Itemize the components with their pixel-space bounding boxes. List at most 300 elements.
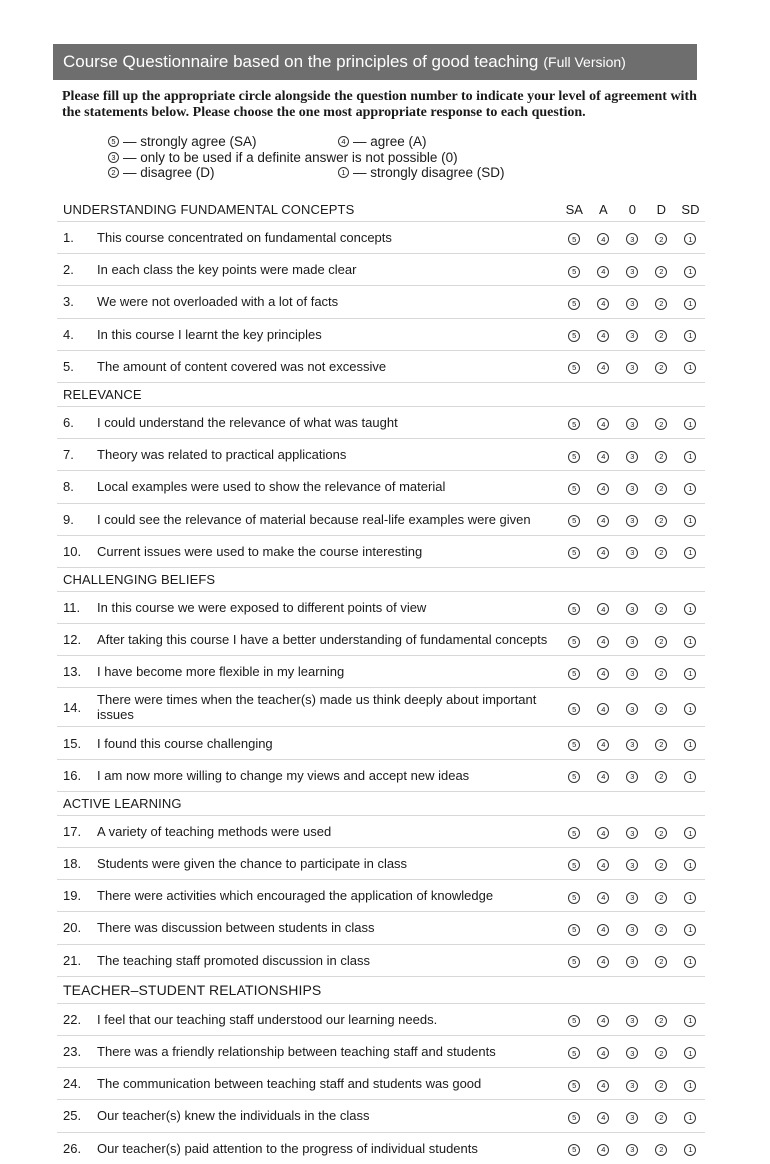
- rating-circle-1[interactable]: 1: [684, 298, 696, 310]
- rating-circle-5[interactable]: 5: [568, 266, 580, 278]
- rating-circle-1[interactable]: 1: [684, 515, 696, 527]
- column-header: SA: [565, 202, 583, 217]
- rating-circle-3[interactable]: 3: [626, 266, 638, 278]
- rating-cell: [589, 222, 618, 254]
- rating-circle-4[interactable]: 4: [597, 739, 609, 751]
- rating-circle-5[interactable]: 5: [568, 703, 580, 715]
- rating-circle-1[interactable]: 1: [684, 703, 696, 715]
- question-text: Current issues were used to make the course interesting: [97, 535, 560, 567]
- question-number: 24.: [57, 1068, 97, 1100]
- rating-circle-5[interactable]: 5: [568, 330, 580, 342]
- question-number: 26.: [57, 1132, 97, 1164]
- rating-cell: [618, 503, 647, 535]
- rating-circle-1[interactable]: 1: [684, 330, 696, 342]
- rating-circle-3[interactable]: 3: [626, 1080, 638, 1092]
- question-text: I have become more flexible in my learning: [97, 656, 560, 688]
- rating-circle-2[interactable]: 2: [655, 1015, 667, 1027]
- rating-cell: [676, 503, 705, 535]
- rating-circle-2[interactable]: 2: [655, 668, 667, 680]
- rating-cell: [676, 286, 705, 318]
- rating-circle-4[interactable]: 4: [597, 1144, 609, 1156]
- rating-cell: [676, 1035, 705, 1067]
- question-row: [57, 1132, 705, 1164]
- rating-circle-2[interactable]: 2: [655, 739, 667, 751]
- rating-circle-5[interactable]: 5: [568, 483, 580, 495]
- column-header: [589, 791, 618, 815]
- question-text: A variety of teaching methods were used: [97, 815, 560, 847]
- section-title: CHALLENGING BELIEFS: [57, 567, 560, 591]
- rating-circle-3[interactable]: 3: [626, 636, 638, 648]
- rating-cell: [560, 848, 589, 880]
- question-row: [57, 944, 705, 976]
- rating-cell: [676, 727, 705, 759]
- question-number: 7.: [57, 439, 97, 471]
- rating-circle-4[interactable]: 4: [597, 703, 609, 715]
- rating-circle-1[interactable]: 1: [684, 739, 696, 751]
- rating-circle-1[interactable]: 1: [684, 956, 696, 968]
- question-text: Students were given the chance to participate in class: [97, 848, 560, 880]
- rating-circle-1[interactable]: 1: [684, 771, 696, 783]
- question-row: [57, 1068, 705, 1100]
- legend-sa: — strongly agree (SA): [123, 134, 257, 149]
- rating-circle-3[interactable]: 3: [626, 515, 638, 527]
- column-header: A: [598, 202, 608, 217]
- rating-circle-1[interactable]: 1: [684, 827, 696, 839]
- rating-cell: [589, 1068, 618, 1100]
- rating-circle-5[interactable]: 5: [568, 1080, 580, 1092]
- rating-circle-4[interactable]: 4: [597, 827, 609, 839]
- question-number: 10.: [57, 535, 97, 567]
- legend-d: — disagree (D): [123, 165, 215, 180]
- question-text: I could see the relevance of material because real-life examples were given: [97, 503, 560, 535]
- question-number: 3.: [57, 286, 97, 318]
- rating-circle-5[interactable]: 5: [568, 892, 580, 904]
- column-header: [618, 567, 647, 591]
- question-number: 9.: [57, 503, 97, 535]
- rating-circle-1[interactable]: 1: [684, 636, 696, 648]
- rating-cell: [589, 406, 618, 438]
- rating-cell: [560, 591, 589, 623]
- rating-circle-3[interactable]: 3: [626, 603, 638, 615]
- section-header: [57, 382, 705, 406]
- rating-circle-1[interactable]: 1: [684, 668, 696, 680]
- rating-circle-1[interactable]: 1: [684, 892, 696, 904]
- question-text: This course concentrated on fundamental concepts: [97, 222, 560, 254]
- rating-circle-3[interactable]: 3: [626, 451, 638, 463]
- rating-circle-3[interactable]: 3: [626, 703, 638, 715]
- rating-circle-1[interactable]: 1: [684, 924, 696, 936]
- rating-circle-2[interactable]: 2: [655, 1047, 667, 1059]
- rating-circle-2[interactable]: 2: [655, 233, 667, 245]
- rating-circle-2[interactable]: 2: [655, 703, 667, 715]
- rating-circle-1[interactable]: 1: [684, 266, 696, 278]
- rating-circle-2[interactable]: 2: [655, 1144, 667, 1156]
- form-title-sub: (Full Version): [543, 54, 626, 70]
- rating-circle-1[interactable]: 1: [684, 547, 696, 559]
- rating-cell: [589, 759, 618, 791]
- rating-cell: [560, 286, 589, 318]
- rating-circle-4[interactable]: 4: [597, 668, 609, 680]
- rating-cell: [618, 656, 647, 688]
- rating-cell: [589, 944, 618, 976]
- rating-cell: [589, 286, 618, 318]
- rating-circle-4[interactable]: 4: [597, 892, 609, 904]
- column-header: [589, 976, 618, 1003]
- question-row: [57, 815, 705, 847]
- rating-circle-2[interactable]: 2: [655, 483, 667, 495]
- column-header: [676, 567, 705, 591]
- rating-circle-4[interactable]: 4: [597, 515, 609, 527]
- rating-cell: [618, 1003, 647, 1035]
- rating-cell: [560, 880, 589, 912]
- rating-circle-3[interactable]: 3: [626, 483, 638, 495]
- question-number: 8.: [57, 471, 97, 503]
- rating-circle-1[interactable]: 1: [684, 603, 696, 615]
- question-text: I am now more willing to change my views and accept new ideas: [97, 759, 560, 791]
- rating-circle-3[interactable]: 3: [626, 859, 638, 871]
- rating-circle-1[interactable]: 1: [684, 451, 696, 463]
- rating-cell: [589, 318, 618, 350]
- rating-circle-4[interactable]: 4: [597, 266, 609, 278]
- rating-cell: [647, 944, 676, 976]
- rating-circle-2[interactable]: 2: [655, 956, 667, 968]
- rating-circle-1[interactable]: 1: [684, 362, 696, 374]
- question-number: 17.: [57, 815, 97, 847]
- rating-circle-2[interactable]: 2: [655, 266, 667, 278]
- legend-circle-4: 4: [338, 136, 349, 147]
- rating-circle-1[interactable]: 1: [684, 1112, 696, 1124]
- rating-cell: [647, 591, 676, 623]
- rating-circle-2[interactable]: 2: [655, 362, 667, 374]
- rating-circle-3[interactable]: 3: [626, 1112, 638, 1124]
- column-header: 0: [628, 202, 636, 217]
- rating-cell: [618, 1100, 647, 1132]
- rating-cell: [589, 656, 618, 688]
- question-number: 25.: [57, 1100, 97, 1132]
- rating-circle-2[interactable]: 2: [655, 924, 667, 936]
- rating-circle-1[interactable]: 1: [684, 1080, 696, 1092]
- rating-cell: [647, 439, 676, 471]
- rating-cell: [618, 944, 647, 976]
- rating-cell: [647, 912, 676, 944]
- rating-cell: [647, 471, 676, 503]
- legend-circle-2: 2: [108, 167, 119, 178]
- rating-circle-3[interactable]: 3: [626, 956, 638, 968]
- rating-circle-5[interactable]: 5: [568, 362, 580, 374]
- rating-cell: [589, 1003, 618, 1035]
- form-title-main: Course Questionnaire based on the principles of good teaching: [63, 52, 539, 71]
- question-text: In each class the key points were made clear: [97, 254, 560, 286]
- rating-circle-5[interactable]: 5: [568, 859, 580, 871]
- rating-cell: [676, 1132, 705, 1164]
- rating-cell: [560, 912, 589, 944]
- rating-circle-2[interactable]: 2: [655, 451, 667, 463]
- rating-cell: [676, 1068, 705, 1100]
- rating-circle-3[interactable]: 3: [626, 362, 638, 374]
- rating-circle-2[interactable]: 2: [655, 330, 667, 342]
- rating-circle-1[interactable]: 1: [684, 233, 696, 245]
- rating-circle-5[interactable]: 5: [568, 547, 580, 559]
- rating-cell: [618, 471, 647, 503]
- rating-circle-5[interactable]: 5: [568, 956, 580, 968]
- rating-cell: [560, 656, 589, 688]
- question-text: We were not overloaded with a lot of facts: [97, 286, 560, 318]
- question-row: [57, 1035, 705, 1067]
- rating-circle-4[interactable]: 4: [597, 924, 609, 936]
- rating-cell: [676, 880, 705, 912]
- section-title: ACTIVE LEARNING: [57, 791, 560, 815]
- question-text: In this course we were exposed to different points of view: [97, 591, 560, 623]
- rating-cell: [589, 624, 618, 656]
- rating-circle-5[interactable]: 5: [568, 668, 580, 680]
- rating-circle-4[interactable]: 4: [597, 636, 609, 648]
- rating-circle-5[interactable]: 5: [568, 771, 580, 783]
- rating-cell: [647, 1035, 676, 1067]
- rating-circle-5[interactable]: 5: [568, 1015, 580, 1027]
- rating-cell: [647, 624, 676, 656]
- rating-cell: [676, 318, 705, 350]
- rating-cell: [618, 912, 647, 944]
- rating-cell: [676, 912, 705, 944]
- rating-circle-1[interactable]: 1: [684, 418, 696, 430]
- rating-cell: [560, 727, 589, 759]
- rating-cell: [647, 222, 676, 254]
- rating-circle-3[interactable]: 3: [626, 771, 638, 783]
- section-header: [57, 976, 705, 1003]
- rating-circle-4[interactable]: 4: [597, 859, 609, 871]
- rating-circle-1[interactable]: 1: [684, 859, 696, 871]
- question-number: 2.: [57, 254, 97, 286]
- rating-circle-3[interactable]: 3: [626, 892, 638, 904]
- rating-circle-4[interactable]: 4: [597, 547, 609, 559]
- question-text: There were times when the teacher(s) made us think deeply about important issues: [97, 688, 560, 727]
- rating-cell: [676, 1100, 705, 1132]
- column-header: [589, 567, 618, 591]
- rating-circle-5[interactable]: 5: [568, 636, 580, 648]
- rating-cell: [618, 1035, 647, 1067]
- rating-cell: [589, 688, 618, 727]
- rating-cell: [560, 406, 589, 438]
- question-number: 12.: [57, 624, 97, 656]
- rating-circle-2[interactable]: 2: [655, 547, 667, 559]
- rating-cell: [589, 1132, 618, 1164]
- rating-cell: [647, 688, 676, 727]
- rating-circle-2[interactable]: 2: [655, 418, 667, 430]
- rating-circle-4[interactable]: 4: [597, 603, 609, 615]
- column-header: [647, 382, 676, 406]
- question-row: [57, 471, 705, 503]
- rating-circle-4[interactable]: 4: [597, 298, 609, 310]
- rating-circle-3[interactable]: 3: [626, 924, 638, 936]
- rating-circle-5[interactable]: 5: [568, 1144, 580, 1156]
- rating-circle-3[interactable]: 3: [626, 233, 638, 245]
- question-text: The amount of content covered was not excessive: [97, 350, 560, 382]
- question-text: I could understand the relevance of what was taught: [97, 406, 560, 438]
- rating-circle-2[interactable]: 2: [655, 1080, 667, 1092]
- question-text: There were activities which encouraged the application of knowledge: [97, 880, 560, 912]
- rating-cell: [676, 439, 705, 471]
- column-header: D: [656, 202, 667, 217]
- question-row: [57, 286, 705, 318]
- rating-cell: [647, 815, 676, 847]
- rating-cell: [618, 880, 647, 912]
- question-text: Local examples were used to show the relevance of material: [97, 471, 560, 503]
- column-header: [618, 976, 647, 1003]
- column-header: [560, 976, 589, 1003]
- column-header: [676, 976, 705, 1003]
- rating-circle-4[interactable]: 4: [597, 771, 609, 783]
- rating-cell: [676, 406, 705, 438]
- rating-circle-3[interactable]: 3: [626, 330, 638, 342]
- rating-circle-3[interactable]: 3: [626, 1144, 638, 1156]
- rating-cell: [676, 1003, 705, 1035]
- rating-cell: [618, 1132, 647, 1164]
- rating-cell: [647, 318, 676, 350]
- rating-circle-1[interactable]: 1: [684, 1047, 696, 1059]
- rating-circle-2[interactable]: 2: [655, 892, 667, 904]
- rating-cell: [647, 254, 676, 286]
- question-row: [57, 656, 705, 688]
- question-row: [57, 880, 705, 912]
- question-number: 23.: [57, 1035, 97, 1067]
- rating-cell: [560, 222, 589, 254]
- rating-circle-5[interactable]: 5: [568, 1112, 580, 1124]
- rating-circle-3[interactable]: 3: [626, 1047, 638, 1059]
- question-text: After taking this course I have a better understanding of fundamental concepts: [97, 624, 560, 656]
- rating-circle-3[interactable]: 3: [626, 298, 638, 310]
- question-row: [57, 318, 705, 350]
- rating-cell: [560, 944, 589, 976]
- legend-sd: — strongly disagree (SD): [353, 165, 505, 180]
- rating-cell: [618, 688, 647, 727]
- legend-circle-5: 5: [108, 136, 119, 147]
- rating-cell: [560, 759, 589, 791]
- rating-legend: [108, 134, 505, 181]
- rating-circle-2[interactable]: 2: [655, 771, 667, 783]
- rating-cell: [647, 1068, 676, 1100]
- question-row: [57, 1100, 705, 1132]
- question-row: [57, 1003, 705, 1035]
- question-number: 18.: [57, 848, 97, 880]
- rating-circle-2[interactable]: 2: [655, 298, 667, 310]
- rating-cell: [560, 471, 589, 503]
- section-title: RELEVANCE: [57, 382, 560, 406]
- rating-circle-4[interactable]: 4: [597, 1080, 609, 1092]
- rating-cell: [647, 535, 676, 567]
- rating-cell: [676, 848, 705, 880]
- rating-cell: [589, 880, 618, 912]
- rating-cell: [618, 318, 647, 350]
- rating-circle-3[interactable]: 3: [626, 1015, 638, 1027]
- question-text: The communication between teaching staff and students was good: [97, 1068, 560, 1100]
- rating-cell: [676, 471, 705, 503]
- rating-circle-2[interactable]: 2: [655, 1112, 667, 1124]
- rating-circle-3[interactable]: 3: [626, 827, 638, 839]
- rating-circle-4[interactable]: 4: [597, 956, 609, 968]
- rating-cell: [560, 535, 589, 567]
- rating-cell: [560, 1068, 589, 1100]
- rating-cell: [676, 759, 705, 791]
- rating-circle-4[interactable]: 4: [597, 1112, 609, 1124]
- question-row: [57, 688, 705, 727]
- rating-cell: [676, 591, 705, 623]
- rating-circle-4[interactable]: 4: [597, 451, 609, 463]
- rating-cell: [560, 688, 589, 727]
- question-text: The teaching staff promoted discussion in class: [97, 944, 560, 976]
- question-row: [57, 503, 705, 535]
- rating-cell: [560, 439, 589, 471]
- rating-cell: [676, 815, 705, 847]
- rating-cell: [618, 815, 647, 847]
- rating-circle-2[interactable]: 2: [655, 827, 667, 839]
- rating-circle-4[interactable]: 4: [597, 362, 609, 374]
- rating-cell: [589, 848, 618, 880]
- rating-circle-2[interactable]: 2: [655, 603, 667, 615]
- question-row: [57, 848, 705, 880]
- legend-circle-1: 1: [338, 167, 349, 178]
- rating-cell: [647, 406, 676, 438]
- question-row: [57, 350, 705, 382]
- rating-circle-2[interactable]: 2: [655, 859, 667, 871]
- rating-circle-4[interactable]: 4: [597, 330, 609, 342]
- rating-circle-5[interactable]: 5: [568, 1047, 580, 1059]
- column-header: [647, 976, 676, 1003]
- rating-cell: [589, 912, 618, 944]
- rating-circle-4[interactable]: 4: [597, 233, 609, 245]
- rating-circle-5[interactable]: 5: [568, 924, 580, 936]
- rating-circle-3[interactable]: 3: [626, 547, 638, 559]
- rating-cell: [589, 535, 618, 567]
- rating-circle-1[interactable]: 1: [684, 483, 696, 495]
- rating-circle-2[interactable]: 2: [655, 636, 667, 648]
- rating-cell: [560, 1132, 589, 1164]
- rating-circle-5[interactable]: 5: [568, 418, 580, 430]
- section-title: UNDERSTANDING FUNDAMENTAL CONCEPTS: [63, 202, 355, 217]
- column-header: [676, 382, 705, 406]
- rating-circle-1[interactable]: 1: [684, 1144, 696, 1156]
- question-row: [57, 591, 705, 623]
- rating-circle-4[interactable]: 4: [597, 418, 609, 430]
- section-header: [57, 567, 705, 591]
- rating-circle-5[interactable]: 5: [568, 739, 580, 751]
- rating-cell: [618, 1068, 647, 1100]
- question-row: [57, 439, 705, 471]
- rating-circle-2[interactable]: 2: [655, 515, 667, 527]
- rating-circle-5[interactable]: 5: [568, 451, 580, 463]
- rating-circle-5[interactable]: 5: [568, 515, 580, 527]
- rating-circle-4[interactable]: 4: [597, 1047, 609, 1059]
- rating-circle-4[interactable]: 4: [597, 1015, 609, 1027]
- rating-circle-5[interactable]: 5: [568, 827, 580, 839]
- rating-circle-3[interactable]: 3: [626, 418, 638, 430]
- rating-circle-5[interactable]: 5: [568, 603, 580, 615]
- column-header: [560, 567, 589, 591]
- column-header: [647, 791, 676, 815]
- rating-circle-5[interactable]: 5: [568, 233, 580, 245]
- rating-circle-5[interactable]: 5: [568, 298, 580, 310]
- question-number: 14.: [57, 688, 97, 727]
- question-number: 16.: [57, 759, 97, 791]
- rating-circle-3[interactable]: 3: [626, 739, 638, 751]
- rating-circle-3[interactable]: 3: [626, 668, 638, 680]
- rating-cell: [676, 944, 705, 976]
- rating-cell: [676, 688, 705, 727]
- legend-a: — agree (A): [353, 134, 427, 149]
- rating-cell: [647, 848, 676, 880]
- rating-cell: [560, 350, 589, 382]
- rating-circle-1[interactable]: 1: [684, 1015, 696, 1027]
- rating-circle-4[interactable]: 4: [597, 483, 609, 495]
